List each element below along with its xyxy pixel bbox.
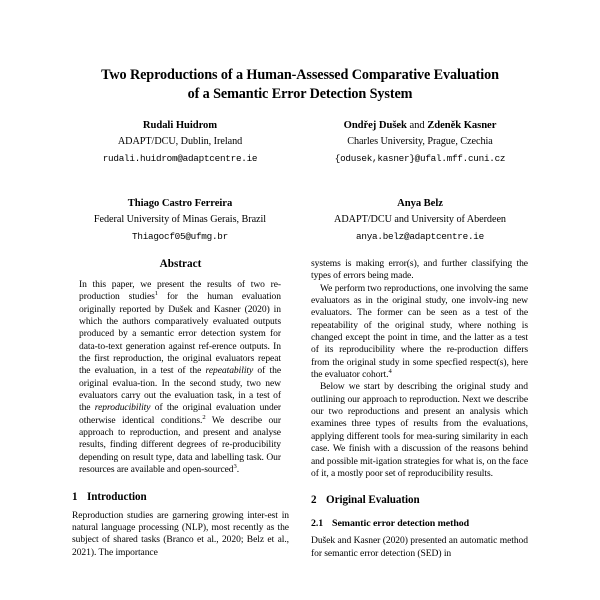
subsection-heading-sed-method xyxy=(311,518,528,529)
sed-paragraph-1: Dušek and Kasner (2020) presented an automatic method for semantic error detection (SED) in xyxy=(311,535,528,559)
abstract-text-3: of the original evalua-tion. In the second study, two new evaluators carry out the evaluation task, in a test of the xyxy=(79,365,281,414)
author-name: Rudali Huidrom xyxy=(142,120,218,131)
left-column xyxy=(72,258,289,600)
right-paragraph-3: Below we start by describing the original study and outlining our approach to reproduction. Next we describe our two reproductions and present an analysis which examines three types of results from the evaluations, applying different tools for mea-suring similarity in each case. We finish with a discussion of the reasons behind and possible mit-igation strategies for what is, on the face of it, a mostly poor set of reproducibility results. xyxy=(311,381,528,479)
author-affiliation: Charles University, Prague, Czechia xyxy=(347,136,493,147)
abstract-heading: Abstract xyxy=(159,258,202,270)
author-name: Anya Belz xyxy=(397,198,443,209)
author-name-kasner: Zdeněk Kasner xyxy=(427,120,497,131)
section-title: Introduction xyxy=(87,490,147,503)
footnote-marker-2[interactable]: 2 xyxy=(202,413,206,421)
right-paragraph-2 xyxy=(311,283,528,382)
title-line-1: Two Reproductions of a Human-Assessed Comparative Evaluation xyxy=(101,67,499,83)
section-title: Original Evaluation xyxy=(326,494,420,507)
right-column xyxy=(311,258,528,600)
footnote-marker-4[interactable]: 4 xyxy=(388,367,392,375)
subsection-number: 2.1 xyxy=(311,518,324,530)
author-dusek-kasner xyxy=(300,119,540,166)
introduction-paragraph-1: Reproduction studies are garnering growing inter-est in natural language processing (NLP), most recently as the subject of shared tasks (Branco et al., 2020; Belz et al., 2021). The importance xyxy=(72,509,289,558)
section-number: 1 xyxy=(72,490,78,503)
right-paragraph-2-text: We perform two reproductions, one involving the same evaluators as in the original study, one involv-ing new evaluators. The former can be seen as a test of the repeatability of the original study, where nothing is changed except the point in time, and the latter as a test of its reproducibility where the re-production differs from the original study in some specfied respect(s), here the evaluator cohort. xyxy=(311,282,528,381)
section-number: 2 xyxy=(311,494,317,507)
section-heading-original-evaluation xyxy=(311,494,528,506)
author-email[interactable]: rudali.huidrom@adaptcentre.ie xyxy=(102,153,258,164)
page-title xyxy=(72,66,528,104)
right-paragraph-1: systems is making error(s), and further classifying the types of errors being made. xyxy=(311,258,528,282)
abstract-text-6: . xyxy=(236,464,240,476)
author-email[interactable]: {odusek,kasner}@ufal.mff.cuni.cz xyxy=(334,153,506,164)
author-affiliation: ADAPT/DCU and University of Aberdeen xyxy=(334,214,506,225)
author-name: Thiago Castro Ferreira xyxy=(127,198,233,209)
abstract-text-1: In this paper, we present the results of two re-production studies xyxy=(79,279,281,303)
author-row-1 xyxy=(60,119,540,166)
abstract-italic-reproducibility: reproducibility xyxy=(94,402,151,414)
author-name-group xyxy=(300,119,540,133)
footnote-marker-3[interactable]: 3 xyxy=(233,462,237,470)
section-heading-introduction xyxy=(72,491,289,503)
author-email[interactable]: anya.belz@adaptcentre.ie xyxy=(356,231,484,242)
footnote-marker-1[interactable]: 1 xyxy=(154,290,159,298)
author-belz xyxy=(300,197,540,244)
author-name-dusek: Ondřej Dušek xyxy=(343,120,407,131)
author-block xyxy=(60,119,540,244)
body-columns xyxy=(72,258,528,600)
abstract-body xyxy=(72,279,289,477)
author-email[interactable]: Thiagocf05@ufmg.br xyxy=(132,231,228,242)
abstract-paragraph xyxy=(79,279,281,477)
abstract-italic-repeatability: repeatability xyxy=(205,365,254,377)
title-line-2: of a Semantic Error Detection System xyxy=(187,86,413,102)
author-ferreira xyxy=(60,197,300,244)
subsection-title: Semantic error detection method xyxy=(332,518,470,530)
abstract-text-5: We describe our approach to reproduction, and present and analyse results, finding different degrees of re-producibility depending on result type, data and labelling task. Our resources are available and open-sourced xyxy=(79,414,282,476)
author-affiliation: Federal University of Minas Gerais, Brazil xyxy=(93,214,267,225)
author-huidrom xyxy=(60,119,300,166)
abstract-text-2: for the human evaluation originally reported by Dušek and Kasner (2020) in which the authors comparatively evaluated outputs produced by a semantic error detection system for data-to-text generation against ref-erence outputs. In the first reproduction, the original evaluators repeat the evaluation, in a test of the xyxy=(79,291,281,377)
author-conjunction-and: and xyxy=(409,120,425,131)
abstract-text-4: of the original evaluation under otherwise identical conditions. xyxy=(79,402,282,426)
author-row-2 xyxy=(60,197,540,244)
author-affiliation: ADAPT/DCU, Dublin, Ireland xyxy=(117,136,243,147)
